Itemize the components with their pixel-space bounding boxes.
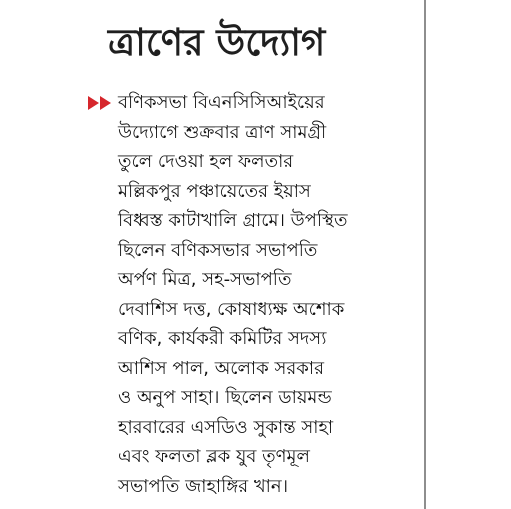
article-line: দেবাশিস দত্ত, কোষাধ্যক্ষ অশোক [118,298,345,320]
article-line: বিধ্বস্ত কাটাখালি গ্রামে। উপস্থিত [118,210,348,231]
article-line: ছিলেন বণিকসভার সভাপতি [118,239,318,261]
article-line: আশিস পাল, অলোক সরকার [118,357,324,379]
article-line: এবং ফলতা ব্লক যুব তৃণমূল [118,446,310,467]
article-line: তুলে দেওয়া হল ফলতার [118,151,294,172]
article-headline: ত্রাণের উদ্যোগ [108,21,326,64]
article-line: মল্লিকপুর পঞ্চায়েতের ইয়াস [118,180,311,202]
article-line: বণিক, কার্যকরী কমিটির সদস্য [118,328,327,349]
article-line: হারবারের এসডিও সুকান্ত সাহা [118,416,334,438]
article-line-text: বণিকসভা বিএনসিসিআইয়ের [118,92,325,113]
article-line: সভাপতি জাহাঙ্গির খান। [118,475,289,497]
article-line [88,88,418,118]
article-line: অর্পণ মিত্র, সহ-সভাপতি [118,269,292,290]
double-arrow-bullet-icon [88,96,118,110]
article-body [88,88,418,501]
article-line: ও অনুপ সাহা। ছিলেন ডায়মন্ড [118,387,332,408]
column-divider [424,0,426,509]
article-line: উদ্যোগে শুক্রবার ত্রাণ সামগ্রী [118,121,327,143]
